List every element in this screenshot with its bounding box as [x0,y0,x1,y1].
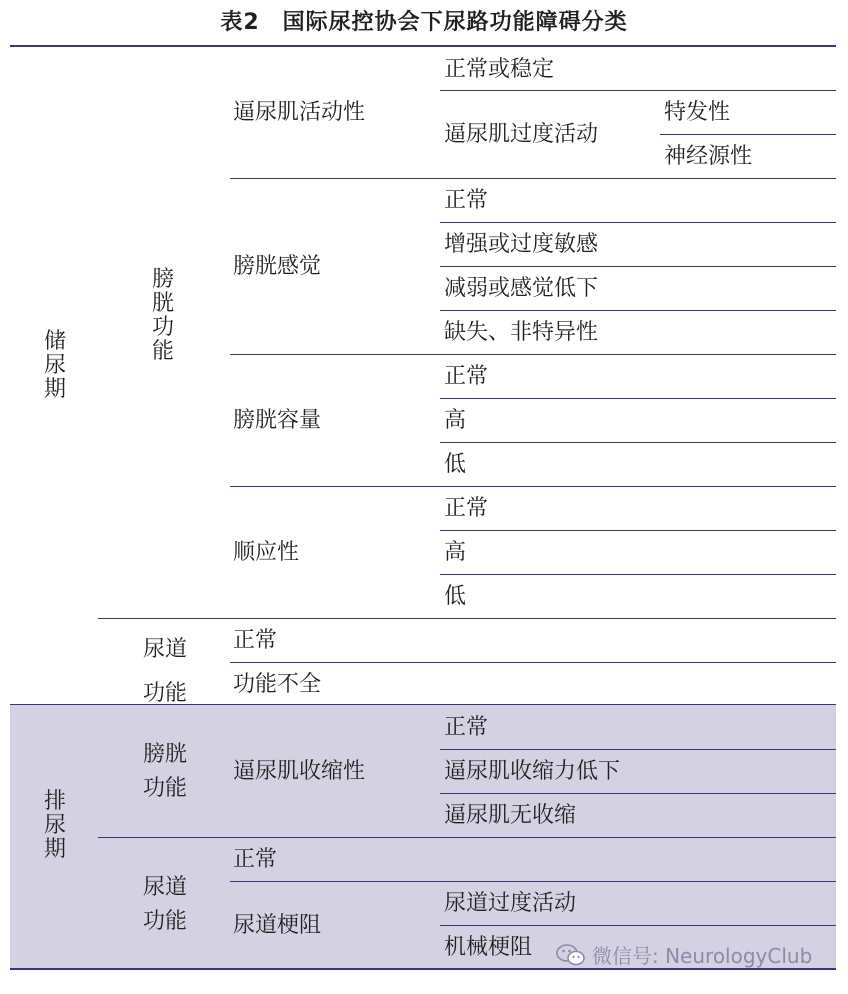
voiding-phase-label: 排尿期 [43,789,66,862]
voiding-bladder-function-text: 膀胱功能 [142,742,187,801]
bladder-sensation-label: 膀胱感觉 [233,254,322,279]
phase-divider [10,704,836,705]
row-divider [440,530,836,531]
row-divider [440,398,836,399]
row-divider [440,793,836,794]
voiding-urethral-function-text: 尿道功能 [142,875,187,934]
compliance-item: 正常 [444,496,489,521]
row-divider [98,837,836,838]
row-divider [230,178,836,179]
row-divider [440,266,836,267]
row-divider [660,134,836,135]
sensation-item: 缺失、非特异性 [444,320,599,345]
voiding-urethral-function-label [140,871,190,939]
row-divider [440,574,836,575]
storage-urethral-function-label [140,628,190,716]
sensation-item: 正常 [444,188,489,213]
storage-urethral-function-text: 尿道功能 [142,637,187,706]
detrusor-overactive: 逼尿肌过度活动 [444,122,599,147]
obstruction-item: 机械梗阻 [444,935,533,960]
row-divider [440,222,836,223]
watermark-text: 微信号: NeurologyClub [592,944,813,968]
row-divider [440,310,836,311]
sensation-item: 增强或过度敏感 [444,232,599,257]
row-divider [230,354,836,355]
capacity-item: 高 [444,408,467,433]
contractility-item: 逼尿肌无收缩 [444,803,577,828]
row-divider [440,442,836,443]
row-divider [440,925,836,926]
bladder-capacity-label: 膀胱容量 [233,408,322,433]
detrusor-normal: 正常或稳定 [444,57,555,82]
urethral-obstruction-label: 尿道梗阻 [233,913,322,938]
obstruction-item: 尿道过度活动 [444,891,577,916]
capacity-item: 低 [444,452,467,477]
table-top-rule [10,45,836,47]
table-title: 表2 国际尿控协会下尿路功能障碍分类 [220,10,628,35]
wechat-icon [556,943,586,967]
row-divider [230,486,836,487]
row-divider [230,881,836,882]
contractility-item: 正常 [444,715,489,740]
voiding-urethral-normal: 正常 [233,847,278,872]
row-divider [440,90,836,91]
detrusor-contractility-label: 逼尿肌收缩性 [233,759,366,784]
row-divider [440,749,836,750]
voiding-bladder-function-label [140,738,190,806]
compliance-label: 顺应性 [233,540,300,565]
capacity-item: 正常 [444,364,489,389]
sensation-item: 减弱或感觉低下 [444,276,599,301]
detrusor-idiopathic: 特发性 [664,100,731,125]
urethral-item: 正常 [233,628,278,653]
compliance-item: 高 [444,540,467,565]
storage-phase-label: 储尿期 [43,329,66,402]
contractility-item: 逼尿肌收缩力低下 [444,759,621,784]
row-divider [230,662,836,663]
watermark [556,940,812,969]
storage-bladder-function-label: 膀胱功能 [151,267,174,364]
urethral-item: 功能不全 [233,672,322,697]
row-divider [98,618,836,619]
detrusor-neurogenic: 神经源性 [664,144,753,169]
compliance-item: 低 [444,584,467,609]
detrusor-activity-label: 逼尿肌活动性 [233,100,366,125]
